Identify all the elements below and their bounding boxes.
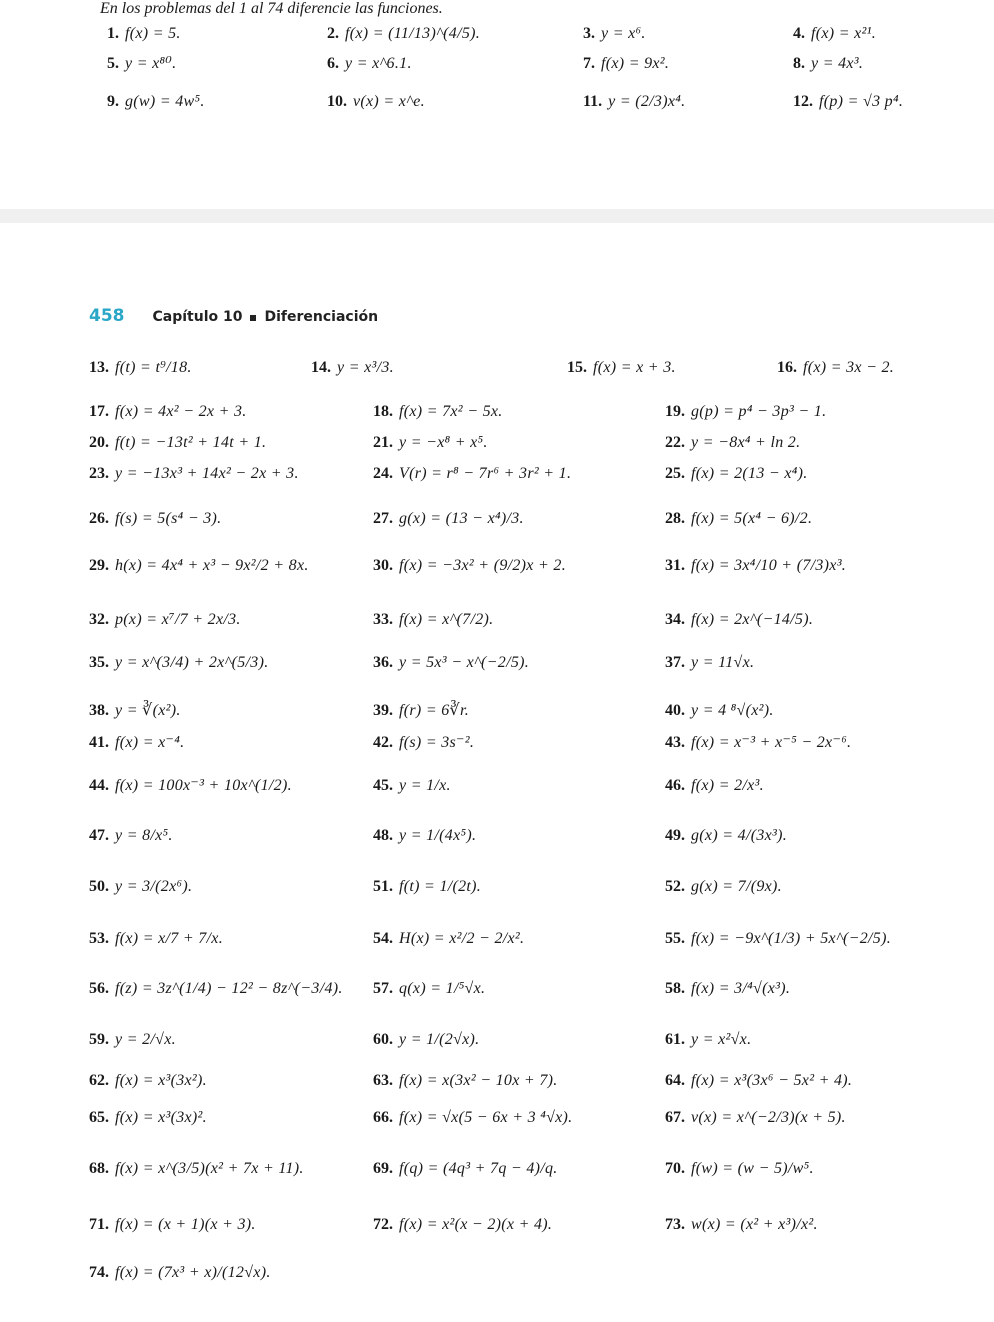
problem-number: 21.: [373, 434, 393, 451]
problem-number: 73.: [665, 1216, 685, 1233]
problem-expression: f(t) = 1/(2t).: [399, 878, 482, 895]
problem-expression: f(x) = x(3x² − 10x + 7).: [399, 1072, 558, 1089]
problem-expression: y = x²√x.: [691, 1031, 752, 1048]
problem-expression: f(s) = 5(s⁴ − 3).: [115, 510, 222, 527]
problem-item: [777, 360, 894, 376]
problem-number: 66.: [373, 1109, 393, 1126]
problem-number: 55.: [665, 930, 685, 947]
problem-expression: y = 1/(2√x).: [399, 1031, 480, 1048]
problem-number: 30.: [373, 557, 393, 574]
section-title: Diferenciación: [264, 309, 379, 325]
problem-item: [89, 612, 241, 628]
problem-number: 17.: [89, 403, 109, 420]
problem-item: [567, 360, 676, 376]
problem-item: [373, 466, 571, 482]
problem-expression: f(x) = 100x⁻³ + 10x^(1/2).: [115, 777, 292, 794]
problem-item: [665, 1161, 814, 1177]
problem-number: 74.: [89, 1264, 109, 1281]
problem-number: 72.: [373, 1216, 393, 1233]
problem-item: [311, 360, 394, 376]
problem-number: 11.: [583, 93, 603, 110]
problem-item: [373, 879, 481, 895]
problem-expression: y = (2/3)x⁴.: [608, 93, 686, 110]
problem-number: 47.: [89, 827, 109, 844]
problem-number: 22.: [665, 434, 685, 451]
problem-item: [89, 1265, 271, 1281]
problem-number: 24.: [373, 465, 393, 482]
problem-number: 34.: [665, 611, 685, 628]
problem-item: [373, 1073, 558, 1089]
problem-expression: f(r) = 6∛r.: [399, 702, 470, 719]
problem-item: [89, 466, 299, 482]
problem-number: 50.: [89, 878, 109, 895]
problem-expression: y = 2/√x.: [115, 1031, 176, 1048]
problem-expression: f(x) = 3x⁴/10 + (7/3)x³.: [691, 557, 847, 574]
problem-expression: V(r) = r⁸ − 7r⁶ + 3r² + 1.: [399, 465, 572, 482]
problem-number: 52.: [665, 878, 685, 895]
problem-item: [89, 828, 173, 844]
problem-number: 45.: [373, 777, 393, 794]
problem-expression: h(x) = 4x⁴ + x³ − 9x²/2 + 8x.: [115, 557, 309, 574]
problem-expression: f(x) = 2x^(−14/5).: [691, 611, 814, 628]
problem-item: [373, 404, 503, 420]
problem-expression: y = 4x³.: [811, 55, 864, 72]
problem-expression: f(x) = 2/x³.: [691, 777, 764, 794]
problem-number: 32.: [89, 611, 109, 628]
problem-number: 3.: [583, 25, 595, 42]
problem-expression: f(x) = 7x² − 5x.: [399, 403, 503, 420]
problem-expression: g(x) = 4/(3x³).: [691, 827, 788, 844]
problem-expression: y = x^(3/4) + 2x^(5/3).: [115, 654, 269, 671]
problem-item: [373, 828, 476, 844]
problem-item: [373, 1032, 479, 1048]
problem-item: [107, 56, 176, 72]
problem-number: 68.: [89, 1160, 109, 1177]
problem-item: [665, 931, 891, 947]
problem-expression: f(x) = 4x² − 2x + 3.: [115, 403, 247, 420]
problem-number: 70.: [665, 1160, 685, 1177]
problem-number: 56.: [89, 980, 109, 997]
problem-item: [665, 981, 790, 997]
problem-item: [583, 94, 685, 110]
problem-number: 1.: [107, 25, 119, 42]
problem-expression: f(x) = x³(3x²).: [115, 1072, 207, 1089]
problem-number: 53.: [89, 930, 109, 947]
problem-item: [89, 1073, 207, 1089]
problem-expression: f(x) = √x(5 − 6x + 3 ⁴√x).: [399, 1109, 573, 1126]
problem-number: 10.: [327, 93, 347, 110]
problem-item: [665, 828, 787, 844]
problem-item: [89, 778, 292, 794]
problem-number: 58.: [665, 980, 685, 997]
problem-expression: f(x) = x + 3.: [593, 359, 676, 376]
problem-expression: v(x) = x^(−2/3)(x + 5).: [691, 1109, 846, 1126]
problem-number: 33.: [373, 611, 393, 628]
problem-item: [583, 26, 646, 42]
problem-item: [107, 94, 205, 110]
problem-number: 5.: [107, 55, 119, 72]
problem-number: 41.: [89, 734, 109, 751]
problem-number: 59.: [89, 1031, 109, 1048]
problem-number: 54.: [373, 930, 393, 947]
problem-expression: f(q) = (4q³ + 7q − 4)/q.: [399, 1160, 558, 1177]
problem-expression: f(x) = (7x³ + x)/(12√x).: [115, 1264, 271, 1281]
problem-number: 31.: [665, 557, 685, 574]
problem-expression: f(x) = 3/⁴√(x³).: [691, 980, 791, 997]
problem-number: 36.: [373, 654, 393, 671]
problem-number: 19.: [665, 403, 685, 420]
problem-item: [89, 931, 223, 947]
problem-number: 7.: [583, 55, 595, 72]
problem-item: [89, 655, 269, 671]
problem-expression: y = ∛(x²).: [115, 702, 181, 719]
problem-number: 2.: [327, 25, 339, 42]
problem-expression: g(w) = 4w⁵.: [125, 93, 205, 110]
problem-number: 35.: [89, 654, 109, 671]
problem-item: [373, 703, 469, 719]
problem-number: 62.: [89, 1072, 109, 1089]
problem-expression: w(x) = (x² + x³)/x².: [691, 1216, 818, 1233]
problem-number: 44.: [89, 777, 109, 794]
problem-number: 16.: [777, 359, 797, 376]
problem-expression: f(x) = (11/13)^(4/5).: [345, 25, 481, 42]
problem-number: 15.: [567, 359, 587, 376]
problem-expression: y = 1/x.: [399, 777, 451, 794]
problem-item: [89, 404, 247, 420]
problem-item: [373, 435, 488, 451]
problem-item: [373, 558, 566, 574]
problem-expression: f(x) = 3x − 2.: [803, 359, 895, 376]
problem-expression: f(x) = x³(3x⁶ − 5x² + 4).: [691, 1072, 853, 1089]
problem-expression: y = 8/x⁵.: [115, 827, 173, 844]
problem-expression: f(x) = x/7 + 7/x.: [115, 930, 223, 947]
problem-expression: f(x) = x⁻³ + x⁻⁵ − 2x⁻⁶.: [691, 734, 852, 751]
problem-number: 71.: [89, 1216, 109, 1233]
problem-item: [793, 26, 876, 42]
problem-expression: f(z) = 3z^(1/4) − 12² − 8z^(−3/4).: [115, 980, 343, 997]
problem-expression: f(t) = −13t² + 14t + 1.: [115, 434, 267, 451]
problem-expression: y = 1/(4x⁵).: [399, 827, 477, 844]
problem-item: [665, 703, 774, 719]
problem-item: [373, 655, 529, 671]
problem-item: [373, 1217, 552, 1233]
problem-item: [327, 56, 412, 72]
problem-item: [89, 360, 192, 376]
problem-item: [665, 1217, 818, 1233]
problem-number: 61.: [665, 1031, 685, 1048]
problem-expression: y = x⁸⁰.: [125, 55, 177, 72]
problem-item: [89, 981, 343, 997]
problem-item: [373, 931, 524, 947]
problem-item: [107, 26, 181, 42]
problem-item: [89, 879, 192, 895]
problem-number: 27.: [373, 510, 393, 527]
problem-expression: f(x) = x²(x − 2)(x + 4).: [399, 1216, 553, 1233]
problem-number: 38.: [89, 702, 109, 719]
problem-item: [665, 1073, 852, 1089]
problem-number: 8.: [793, 55, 805, 72]
problem-item: [665, 655, 754, 671]
problem-expression: f(x) = (x + 1)(x + 3).: [115, 1216, 256, 1233]
problem-number: 12.: [793, 93, 813, 110]
page-header: [89, 306, 378, 326]
page-number: 458: [89, 306, 125, 326]
problem-item: [373, 735, 474, 751]
problem-item: [665, 435, 800, 451]
problem-number: 37.: [665, 654, 685, 671]
problem-item: [665, 778, 764, 794]
problem-expression: y = 5x³ − x^(−2/5).: [399, 654, 530, 671]
problem-item: [327, 94, 425, 110]
problem-expression: q(x) = 1/⁵√x.: [399, 980, 486, 997]
problem-item: [89, 1161, 304, 1177]
problem-item: [89, 435, 266, 451]
problem-item: [89, 1110, 207, 1126]
problem-expression: f(x) = 9x².: [601, 55, 670, 72]
problem-item: [373, 1161, 558, 1177]
problem-item: [327, 26, 480, 42]
problem-number: 42.: [373, 734, 393, 751]
problem-expression: f(p) = √3 p⁴.: [819, 93, 904, 110]
problem-item: [665, 511, 812, 527]
problem-expression: f(x) = −3x² + (9/2)x + 2.: [399, 557, 566, 574]
problem-item: [89, 703, 181, 719]
problem-item: [793, 56, 863, 72]
problem-number: 60.: [373, 1031, 393, 1048]
problem-number: 65.: [89, 1109, 109, 1126]
problem-item: [583, 56, 669, 72]
problem-number: 46.: [665, 777, 685, 794]
problem-number: 43.: [665, 734, 685, 751]
problem-expression: f(x) = x^(7/2).: [399, 611, 494, 628]
problem-expression: y = 11√x.: [691, 654, 755, 671]
problem-item: [89, 558, 309, 574]
problem-expression: y = 3/(2x⁶).: [115, 878, 193, 895]
problem-expression: y = −8x⁴ + ln 2.: [691, 434, 801, 451]
page-separator: [0, 209, 994, 223]
problem-item: [89, 1217, 256, 1233]
problem-expression: H(x) = x²/2 − 2/x².: [399, 930, 525, 947]
problem-expression: g(x) = 7/(9x).: [691, 878, 782, 895]
problem-item: [665, 404, 826, 420]
problem-number: 64.: [665, 1072, 685, 1089]
problem-number: 49.: [665, 827, 685, 844]
problem-number: 67.: [665, 1109, 685, 1126]
problem-item: [665, 735, 851, 751]
problem-item: [89, 735, 184, 751]
problem-number: 9.: [107, 93, 119, 110]
problem-expression: y = x^6.1.: [345, 55, 412, 72]
problem-number: 26.: [89, 510, 109, 527]
problem-expression: f(w) = (w − 5)/w⁵.: [691, 1160, 814, 1177]
instructions: En los problemas del 1 al 74 diferencie las funciones.: [100, 0, 443, 17]
problem-expression: f(t) = t⁹/18.: [115, 359, 192, 376]
problem-expression: y = x³/3.: [337, 359, 394, 376]
problem-expression: y = −13x³ + 14x² − 2x + 3.: [115, 465, 299, 482]
problem-number: 69.: [373, 1160, 393, 1177]
problem-item: [665, 612, 813, 628]
problem-number: 40.: [665, 702, 685, 719]
problem-number: 29.: [89, 557, 109, 574]
problem-item: [665, 466, 808, 482]
problem-expression: f(s) = 3s⁻².: [399, 734, 475, 751]
problem-expression: f(x) = 5(x⁴ − 6)/2.: [691, 510, 813, 527]
problem-item: [89, 511, 221, 527]
problem-expression: f(x) = x⁻⁴.: [115, 734, 185, 751]
problem-expression: f(x) = x²¹.: [811, 25, 876, 42]
problem-expression: g(p) = p⁴ − 3p³ − 1.: [691, 403, 827, 420]
problem-item: [373, 511, 524, 527]
problem-number: 39.: [373, 702, 393, 719]
problem-item: [89, 1032, 176, 1048]
problem-expression: f(x) = x^(3/5)(x² + 7x + 11).: [115, 1160, 304, 1177]
problem-number: 48.: [373, 827, 393, 844]
problem-item: [373, 612, 493, 628]
problem-item: [665, 879, 782, 895]
problem-item: [373, 981, 485, 997]
problem-item: [373, 1110, 572, 1126]
problem-expression: f(x) = 2(13 − x⁴).: [691, 465, 808, 482]
problem-expression: f(x) = −9x^(1/3) + 5x^(−2/5).: [691, 930, 891, 947]
problem-number: 23.: [89, 465, 109, 482]
problem-expression: y = 4 ⁸√(x²).: [691, 702, 774, 719]
problem-expression: p(x) = x⁷/7 + 2x/3.: [115, 611, 241, 628]
problem-number: 6.: [327, 55, 339, 72]
chapter-title: Capítulo 10: [152, 309, 243, 325]
problem-item: [665, 1110, 846, 1126]
problem-number: 63.: [373, 1072, 393, 1089]
problem-number: 57.: [373, 980, 393, 997]
problem-number: 28.: [665, 510, 685, 527]
problem-item: [793, 94, 903, 110]
problem-number: 25.: [665, 465, 685, 482]
problem-item: [373, 778, 451, 794]
problem-expression: v(x) = x^e.: [353, 93, 425, 110]
problem-expression: g(x) = (13 − x⁴)/3.: [399, 510, 524, 527]
problem-item: [665, 1032, 751, 1048]
problem-expression: y = x⁶.: [601, 25, 646, 42]
problem-item: [665, 558, 846, 574]
problem-number: 13.: [89, 359, 109, 376]
problem-number: 51.: [373, 878, 393, 895]
problem-number: 20.: [89, 434, 109, 451]
problem-expression: f(x) = x³(3x)².: [115, 1109, 207, 1126]
problem-expression: f(x) = 5.: [125, 25, 181, 42]
problem-number: 18.: [373, 403, 393, 420]
problem-number: 14.: [311, 359, 331, 376]
problem-number: 4.: [793, 25, 805, 42]
problem-expression: y = −x⁸ + x⁵.: [399, 434, 488, 451]
bullet-icon: [250, 315, 256, 321]
